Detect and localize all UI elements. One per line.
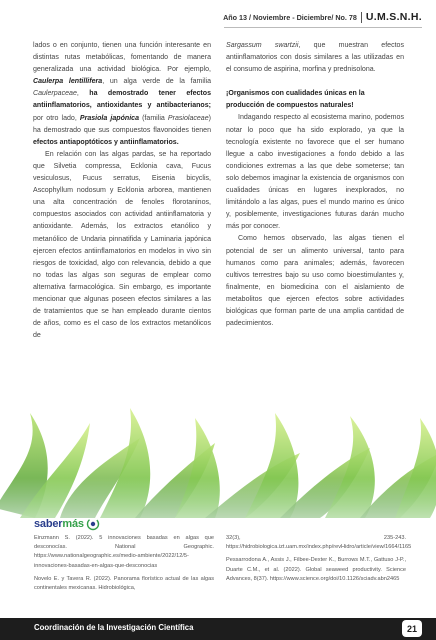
sabermas-logo bbox=[34, 517, 100, 531]
reference-item: 32(3), 235-243. https://hidrobiologica.izt.uam.mx/index.php/revHidro/article/view/1664/1165 bbox=[226, 535, 412, 551]
left-paragraph-2: En relación con las algas pardas, se ha reportado que Silvetia compressa, Ecklonia cava, Fucus vesiculosus, Fucus serratus, Eisenia bicyclis, Ascophyllum nodosum y Ecklonia arborea, mantienen una alta concentración de fenoles florotaninos, compuestos asociados con actividad antiinflamatoria y antioxidante. Además, los extractos etanólico y metanólico de Undaria pinnatifida y Laminaria japónica ejercen efectos antiinflamatorios en modelos in vivo sin riesgos de toxicidad, algo con relevancia, debido a que no todas las algas son seguras de emplear como alternativa farmacológica. Sin embargo, es importante mencionar que algunas poseen efectos similares a las de tratamientos que se han empleado durante cientos de años, como es el caso de los extractos metanólicos de bbox=[33, 150, 211, 340]
logo-text: sabermás bbox=[34, 518, 84, 530]
page-header bbox=[223, 8, 422, 26]
issue-info: Año 13 / Noviembre - Diciembre/ No. 78 bbox=[223, 12, 357, 22]
page-number: 21 bbox=[402, 620, 422, 637]
header-separator bbox=[361, 12, 362, 23]
references-left bbox=[34, 534, 214, 597]
references-right bbox=[226, 534, 412, 588]
organization-name: U.M.S.N.H. bbox=[365, 11, 422, 23]
right-paragraph-1: Sargassum swartzii, que muestran efectos antiinflamatorios con dosis similares a las utilizadas en el consumo de aspirina, morfina y prednisolona. bbox=[226, 42, 405, 74]
reference-item: Pessarrodona A., Assis J., Filbee-Dexter K., Burrows M.T., Gattuso J-P., Duarte C.M., et al. (2022). Global seaweed productivity. Science Advances, 8(37). https://www.science.org/doi/10.1126/sciadv.abn2465 bbox=[226, 557, 406, 582]
left-column bbox=[33, 40, 211, 342]
right-column bbox=[226, 40, 404, 330]
reference-item: Einzmann S. (2022). 5 innovaciones basadas en algas que desconocías. National Geographic. https://www.nationalgeographic.es/medio-ambiente/2022/12/5-innovaciones-basadas-en-algas-que-desconocias bbox=[34, 535, 214, 569]
reference-item: Novelo E. y Tavera R. (2022). Panorama florístico actual de las algas continentales mexicanas. Hidrobiológica, bbox=[34, 575, 214, 592]
left-paragraph-1: lados o en conjunto, tienen una función interesante en distintas rutas metabólicas, fomentando de manera generalizada una actividad biológica. Por ejemplo, Caulerpa lentillifera, un alga verde de la familia Caulerpaceae, ha demostrado tener efectos antiinflamatorios, antioxidantes y antibacterianos; por otro lado, Prasiola japónica (familia Prasiolaceae) ha demostrado que sus compuestos flavonoides tienen efectos antiapoptóticos y antiinflamatorios. bbox=[33, 42, 212, 146]
seaweed-illustration bbox=[0, 408, 436, 518]
right-paragraph-2: Indagando respecto al ecosistema marino, podemos notar lo poco que ha sido explorado, ya que la tecnología existente no favorece que el ser humano llegue a cabo investigaciones a fondo debido a las condiciones extremas a las que debe someterse; tan solo debemos imaginar la existencia de organismos con cualidades únicas en lugares inexplorados, no limitándolo a las algas, pues el mundo marino es único y, posiblemente, investigaciones futuras darán mucho más por conocer. bbox=[226, 114, 404, 231]
header-rule bbox=[224, 27, 422, 28]
section-heading: ¡Organismos con cualidades únicas en la producción de compuestos naturales! bbox=[226, 90, 365, 110]
footer-title: Coordinación de la Investigación Científica bbox=[34, 623, 194, 632]
swirl-logo-icon bbox=[86, 517, 100, 531]
right-paragraph-3: Como hemos observado, las algas tienen el potencial de ser un alimento universal, tanto para humanos como para animales; además, favorecen cultivos terrestres bajo su uso como bioestimulantes y, finalmente, en biomedicina con el aislamiento de metabolitos que ejercen efectos sobre actividades biológicas que forman parte de una amplia cantidad de padecimientos. bbox=[226, 235, 404, 328]
page-footer bbox=[0, 618, 436, 640]
